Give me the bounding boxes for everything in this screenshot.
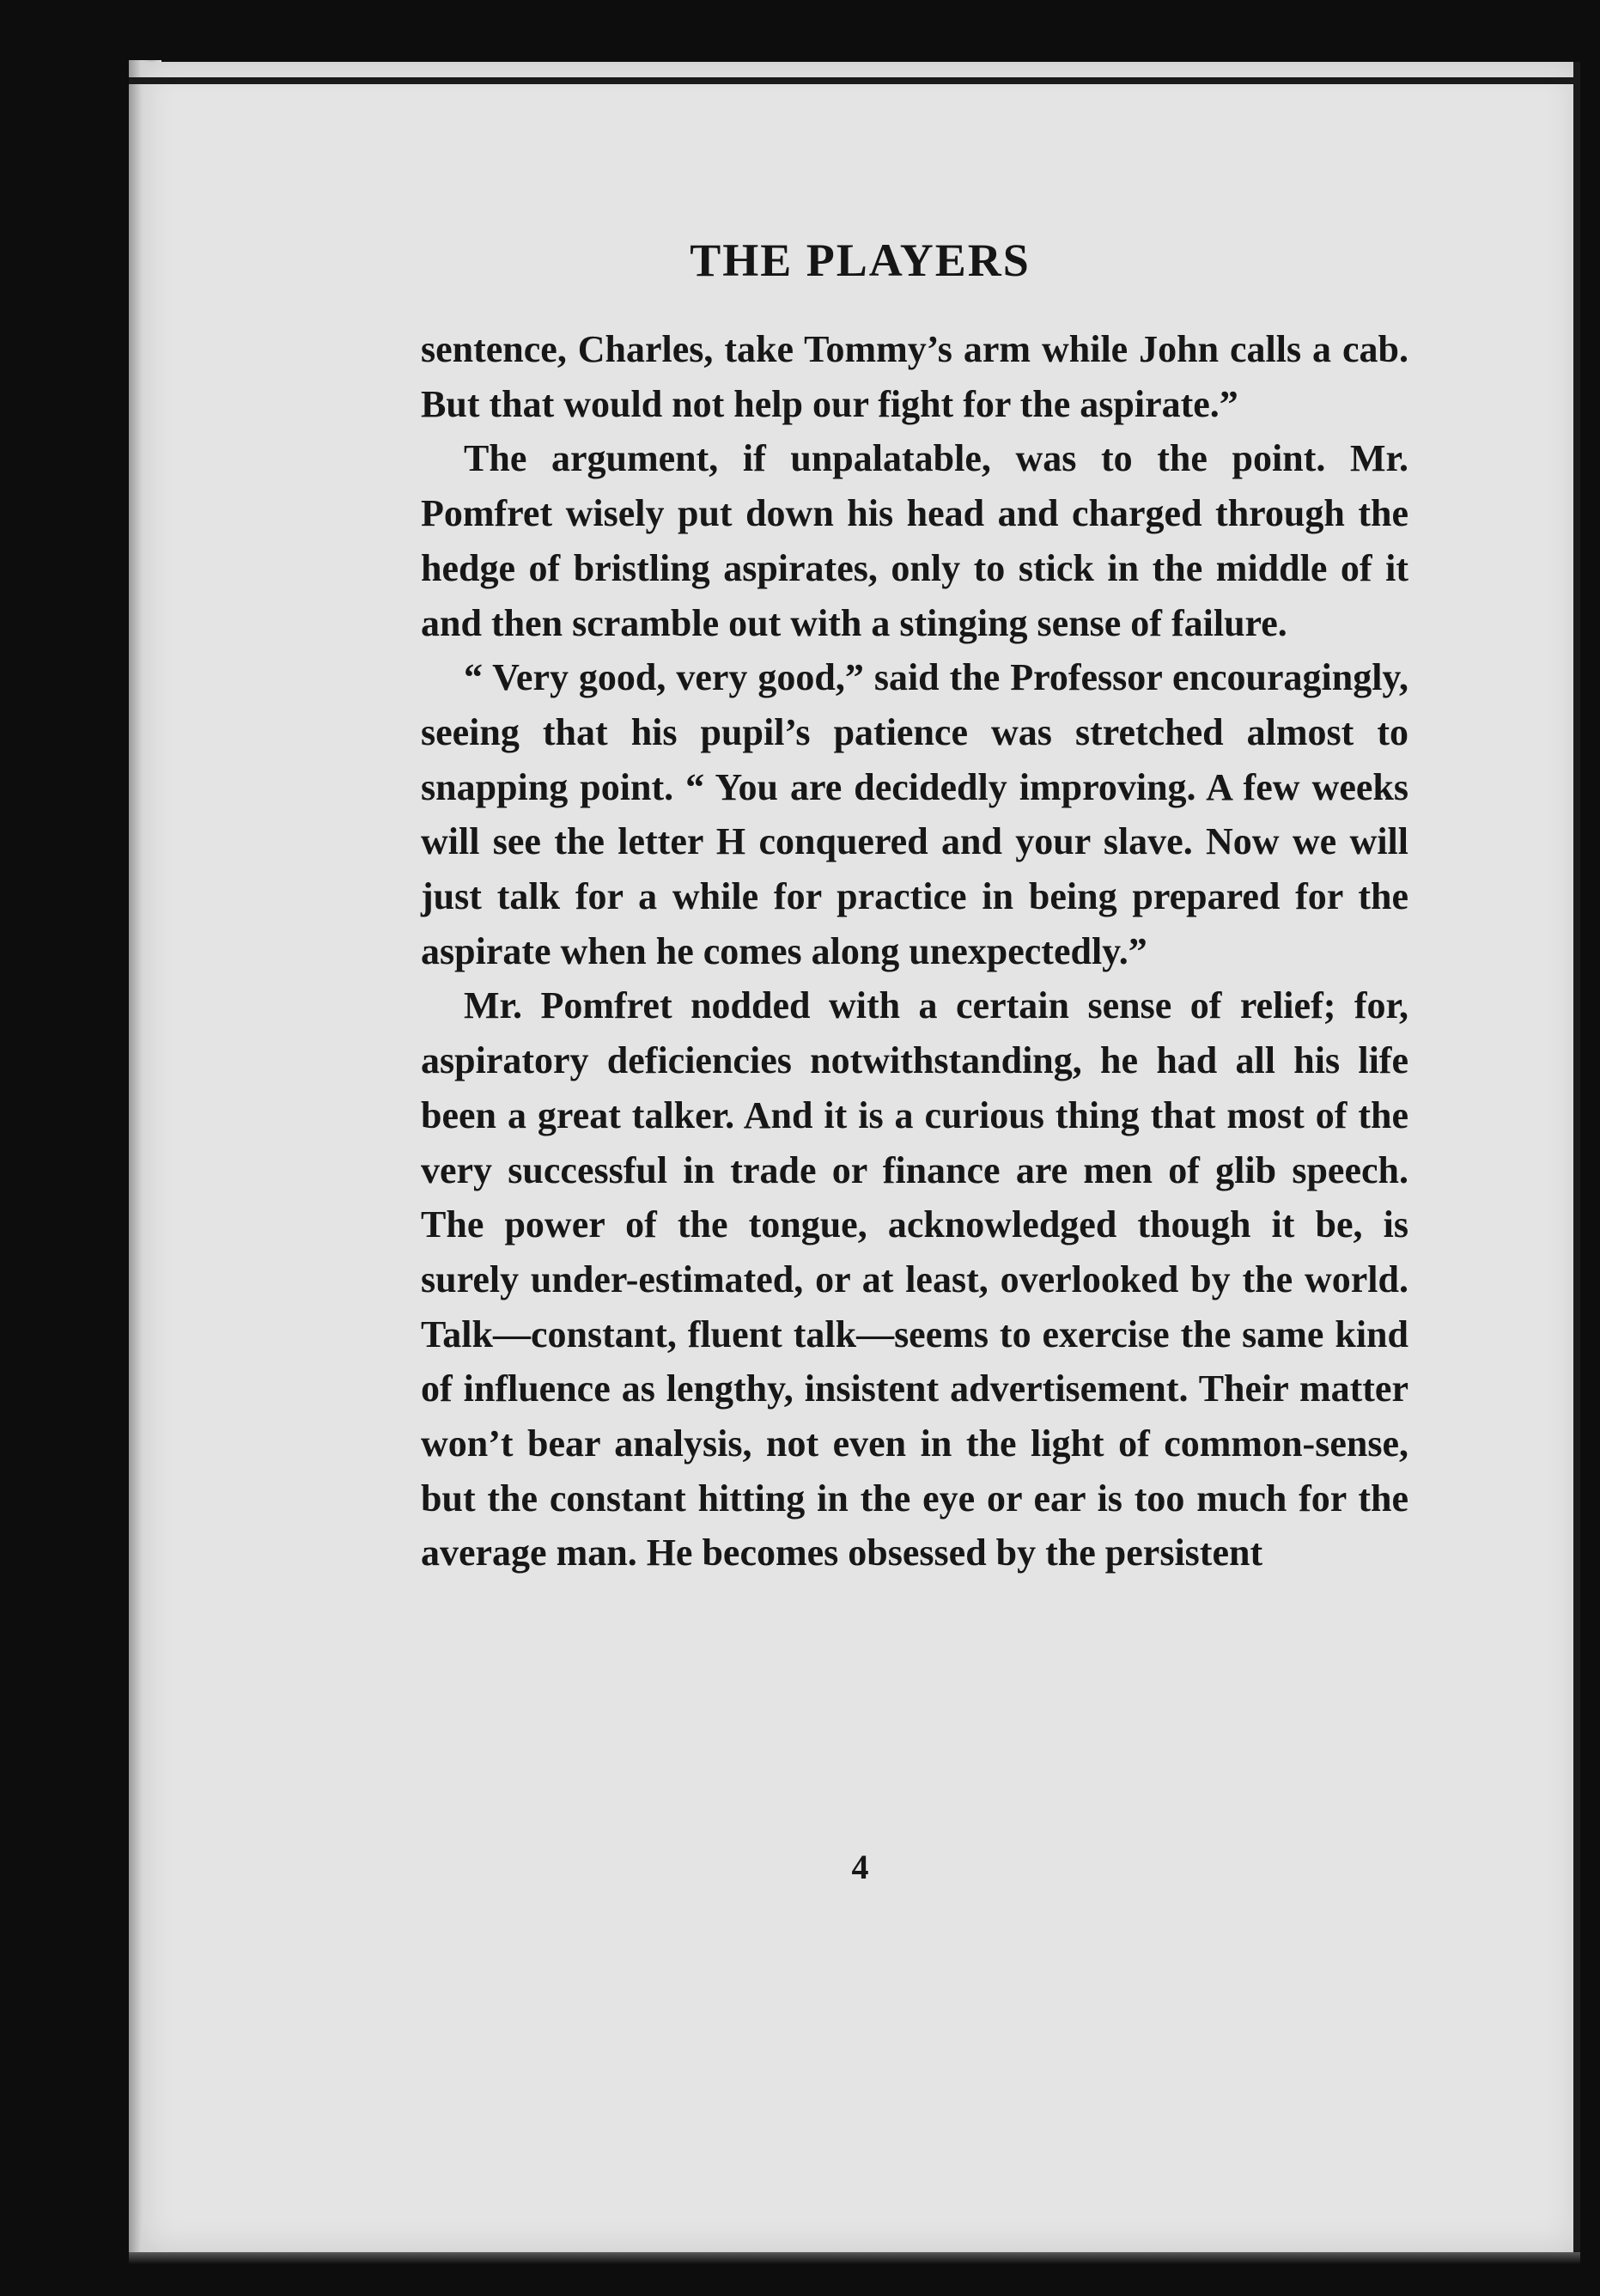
paragraph-continued: sentence, Charles, take Tommy’s arm while John calls a cab. But that would not help our fight for the aspirate.” (421, 328, 1408, 425)
page-top-edge (129, 77, 1580, 84)
running-head: THE PLAYERS (690, 234, 1031, 286)
paragraph: “ Very good, very good,” said the Professor encouragingly, seeing that his pupil’s patience was stretched almost to snapping point. “ You are decidedly improving. A few weeks will see the letter H conquered and your slave. Now we will just talk for a while for practice in being prepared for the aspirate when he comes along unexpectedly.” (421, 656, 1408, 972)
page-number: 4 (851, 1848, 869, 1886)
paragraph: Mr. Pomfret nodded with a certain sense of relief; for, aspiratory deficiencies notwithstanding, he had all his life been a great talker. And it is a curious thing that most of the very successful in trade or finance are men of glib speech. The power of the tongue, acknowledged though it be, is surely under-estimated, or at least, overlooked by the world. Talk—constant, fluent talk—seems to exercise the same kind of influence as lengthy, insistent advertisement. Their matter won’t bear analysis, not even in the light of common-sense, but the constant hitting in the eye or ear is too much for the average man. He becomes obsessed by the persistent (421, 984, 1408, 1574)
page-right-edge (1573, 62, 1580, 2252)
body-text (421, 322, 1408, 1580)
paragraph: The argument, if unpalatable, was to the point. Mr. Pomfret wisely put down his head and charged through the hedge of bristling aspirates, only to stick in the middle of it and then scramble out with a stinging sense of failure. (421, 437, 1408, 644)
page-bottom-edge (129, 2252, 1580, 2264)
